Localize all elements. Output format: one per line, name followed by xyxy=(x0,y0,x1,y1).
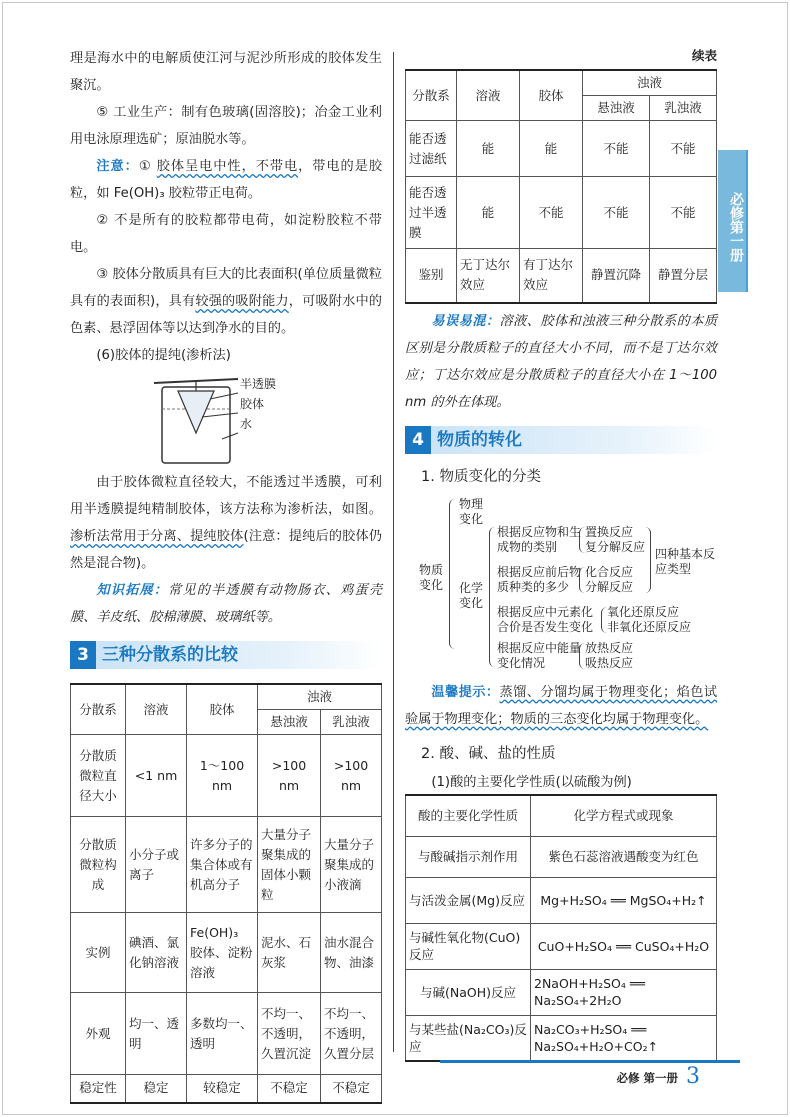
tree-leaf: 非氧化还原反应 xyxy=(607,619,692,634)
page-footer xyxy=(440,1060,740,1090)
table-row: 分散质微粒构成 小分子或离子 许多分子的集合体或有机高分子 大量分子聚集成的固体小颗粒 大量分子聚集成的小液滴 xyxy=(71,817,382,913)
table-header: 溶液 xyxy=(126,684,187,735)
paragraph: 理是海水中的电解质使江河与泥沙所形成的胶体发生聚沉。 xyxy=(70,51,382,93)
table-row: 与碱(NaOH)反应 2NaOH+H₂SO₄ ══ Na₂SO₄+2H₂O xyxy=(406,969,717,1015)
section-title: 三种分散系的比较 xyxy=(102,645,238,665)
table-header: 悬浊液 xyxy=(258,710,321,735)
table-header: 乳浊液 xyxy=(650,96,717,121)
note: ② 不是所有的胶粒都带电荷，如淀粉胶粒不带电。 xyxy=(70,213,382,255)
comparison-table xyxy=(70,683,382,1104)
tree-node: 化学变化 xyxy=(459,580,484,610)
tree-node: 根据反应前后物质种类的多少 xyxy=(497,564,582,594)
mistake-note: 易误易混：溶液、胶体和浊液三种分散系的本质区别是分散质粒子的直径大小不同，而不是丁达尔效应；丁达尔效应是分散质粒子的直径大小在 1～100 nm 的外在体现。 xyxy=(405,313,718,410)
side-tab: 必修第一册 xyxy=(718,150,746,292)
tree-leaf: 化合反应 xyxy=(585,564,634,579)
dialysis-figure xyxy=(70,369,382,469)
table-row: 能否透过滤纸 能 能 不能 不能 xyxy=(406,121,717,177)
right-column xyxy=(405,45,717,1062)
ext-label: 知识拓展： xyxy=(96,583,169,598)
tree-leaf: 分解反应 xyxy=(585,579,634,594)
tree-leaf: 复分解反应 xyxy=(585,539,646,554)
tree-node: 根据反应物和生成物的类别 xyxy=(497,524,582,554)
left-column xyxy=(70,45,382,1104)
table-header: 分散系 xyxy=(71,684,126,735)
section-header xyxy=(405,426,717,454)
tip xyxy=(405,679,717,733)
classification-diagram xyxy=(405,495,717,675)
table-row: 与某些盐(Na₂CO₃)反应 Na₂CO₃+H₂SO₄ ══ Na₂SO₄+H₂O+CO₂↑ xyxy=(406,1015,717,1061)
fig-label-membrane: 半透膜 xyxy=(240,377,277,391)
table-header: 胶体 xyxy=(187,684,258,735)
continued-label: 续表 xyxy=(691,48,717,63)
tree-note: 四种基本反应类型 xyxy=(655,546,716,576)
table-row: 稳定性 稳定 较稳定 不稳定 不稳定 xyxy=(71,1075,382,1103)
tree-leaf: 放热反应 xyxy=(585,640,634,655)
table-row: 外观 均一、透明 多数均一、透明 不均一、不透明，久置沉淀 不均一、不透明，久置分层 xyxy=(71,993,382,1075)
highlight: 胶体呈电中性，不带电 xyxy=(156,159,299,174)
paragraph: 由于胶体微粒直径较大，不能透过半透膜，可利用半透膜提纯精制胶体，该方法称为渗析法，如图。渗析法常用于分离、提纯胶体(注意：提纯后的胶体仍然是混合物)。 xyxy=(70,475,382,571)
tree-node: 根据反应中能量变化情况 xyxy=(497,640,582,670)
tip-label: 温馨提示： xyxy=(431,684,500,700)
highlight: 蒸馏、分馏均属于物理变化；焰色试验属于物理变化；物质的三态变化均属于物理变化。 xyxy=(405,684,718,727)
column-divider xyxy=(393,52,394,1052)
table-header: 胶体 xyxy=(520,70,583,121)
section-header xyxy=(70,641,382,669)
tree-node: 物理变化 xyxy=(459,496,484,526)
note-label: 注意： xyxy=(96,159,139,174)
comparison-table-continued xyxy=(405,69,717,304)
brace xyxy=(489,527,496,667)
tree-leaf: 置换反应 xyxy=(585,524,634,539)
subheading: 2. 酸、碱、盐的性质 xyxy=(421,745,556,762)
table-row: 分散质微粒直径大小 <1 nm 1～100 nm >100 nm >100 nm xyxy=(71,735,382,817)
paragraph: ⑤ 工业生产：制有色玻璃(固溶胶)；冶金工业利用电泳原理选矿；原油脱水等。 xyxy=(70,105,382,147)
section-number: 3 xyxy=(70,641,96,669)
note: 注意：① 胶体呈电中性，不带电，带电的是胶粒，如 Fe(OH)₃ 胶粒带正电荷。 xyxy=(70,159,383,201)
table-header: 化学方程式或现象 xyxy=(531,795,717,837)
knowledge-extension: 知识拓展：常见的半透膜有动物肠衣、鸡蛋壳膜、羊皮纸、胶棉薄膜、玻璃纸等。 xyxy=(70,583,383,625)
page-number: 3 xyxy=(686,1064,700,1089)
table-row: 实例 碘酒、氯化钠溶液 Fe(OH)₃ 胶体、淀粉溶液 泥水、石灰浆 油水混合物、油漆 xyxy=(71,913,382,993)
fig-label-water: 水 xyxy=(240,417,253,431)
footer-rule xyxy=(440,1060,740,1063)
table-header: 悬浊液 xyxy=(583,96,650,121)
table-header: 溶液 xyxy=(457,70,520,121)
table-header: 分散系 xyxy=(406,70,457,121)
table-row: 与活泼金属(Mg)反应 Mg+H₂SO₄ ══ MgSO₄+H₂↑ xyxy=(406,877,717,923)
table-header-row xyxy=(406,795,717,837)
table-row: 鉴别 无丁达尔效应 有丁达尔效应 静置沉降 静置分层 xyxy=(406,249,717,303)
brace xyxy=(449,499,456,649)
table-row: 与酸碱指示剂作用 紫色石蕊溶液遇酸变为红色 xyxy=(406,836,717,877)
dialysis-diagram xyxy=(70,369,382,469)
subheading: (6)胶体的提纯(渗析法) xyxy=(96,348,231,363)
highlight: 渗析法常用于分离、提纯胶体 xyxy=(70,529,244,544)
acid-properties-table xyxy=(405,794,717,1063)
tree-root: 物质变化 xyxy=(419,562,444,592)
tree-leaf: 吸热反应 xyxy=(585,655,634,670)
section-number: 4 xyxy=(405,426,431,454)
table-row: 能否透过半透膜 能 不能 不能 不能 xyxy=(406,177,717,249)
table-header: 乳浊液 xyxy=(321,710,382,735)
brace xyxy=(645,527,651,593)
table-header: 浊液 xyxy=(583,70,717,96)
tree-leaf: 氧化还原反应 xyxy=(607,604,680,619)
tree-node: 根据反应中元素化合价是否发生变化 xyxy=(497,604,594,634)
table-header: 浊液 xyxy=(258,684,382,710)
section-title: 物质的转化 xyxy=(437,429,522,450)
footer-book: 必修 第一册 xyxy=(616,1071,678,1085)
subheading: 1. 物质变化的分类 xyxy=(421,468,541,485)
table-row: 与碱性氧化物(CuO)反应 CuO+H₂SO₄ ══ CuSO₄+H₂O xyxy=(406,923,717,969)
highlight: 较强的吸附能力 xyxy=(195,294,289,309)
fig-label-colloid: 胶体 xyxy=(240,397,265,411)
mistake-label: 易误易混： xyxy=(431,313,500,329)
table-header: 酸的主要化学性质 xyxy=(406,795,531,837)
note: ③ 胶体分散质具有巨大的比表面积(单位质量微粒具有的表面积)，具有较强的吸附能力，可吸附水中的色素、悬浮固体等以达到净水的目的。 xyxy=(70,267,382,336)
subheading: (1)酸的主要化学性质(以硫酸为例) xyxy=(431,774,632,790)
